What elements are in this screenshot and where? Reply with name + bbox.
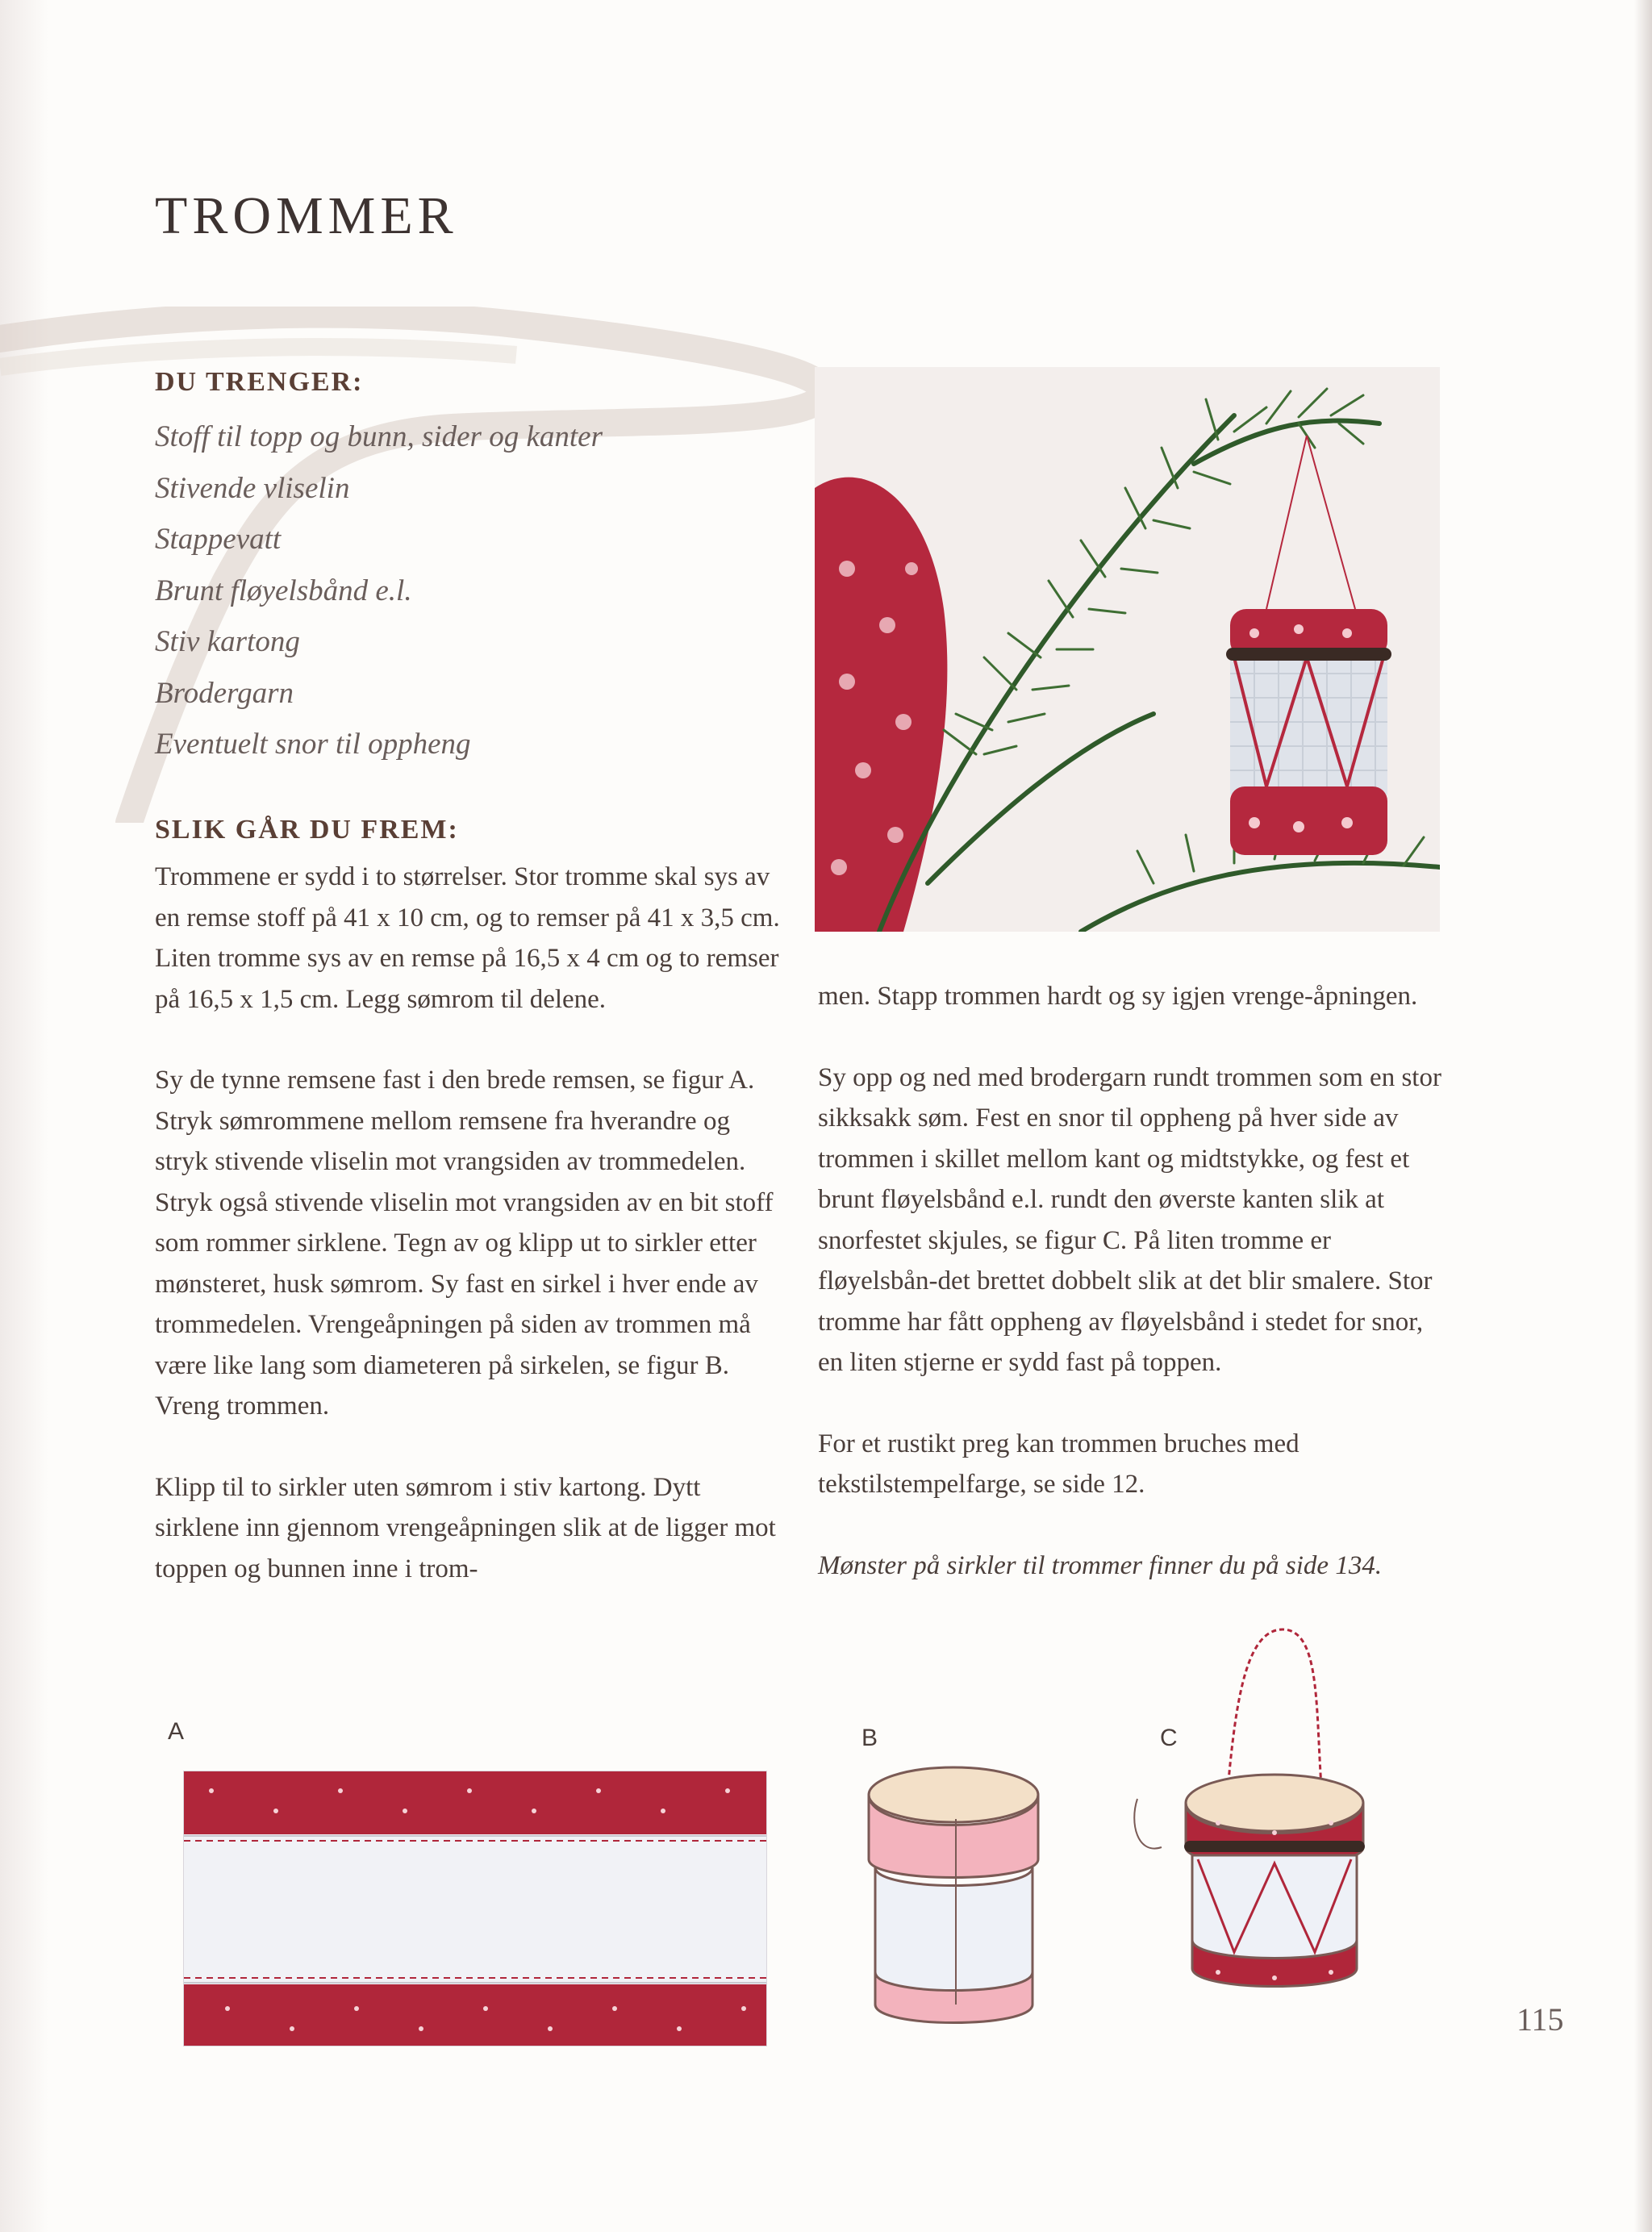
- material-item: Stappevatt: [155, 523, 282, 556]
- pattern-reference-note: Mønster på sirkler til trommer finner du på side 134.: [818, 1550, 1383, 1580]
- page-title: TROMMER: [155, 186, 458, 245]
- figure-b-drum-sewn: [855, 1763, 1053, 2033]
- page-edge: [1634, 0, 1652, 2232]
- figure-a-label: A: [168, 1718, 185, 1745]
- figure-a-fabric-strips: [179, 1767, 772, 2049]
- instruction-paragraph: men. Stapp trommen hardt og sy igjen vrenge-åpningen.: [818, 982, 1418, 1011]
- page-number: 115: [1516, 2001, 1564, 2038]
- figure-b-label: B: [861, 1725, 878, 1751]
- instructions-right-column: [818, 976, 1447, 1626]
- instructions-heading: SLIK GÅR DU FREM:: [155, 815, 459, 845]
- instruction-paragraph: Sy de tynne remsene fast i den brede remsen, se figur A. Stryk sømrommene mellom remsene fra hverandre og stryk stivende vliselin mot vrangsiden av trommedelen. Stryk også stivende vliselin mot vrangsiden av en bit stoff som rommer sirklene. Tegn av og klipp ut to sirkler etter mønsteret, husk sømrom. Sy fast en sirkel i hver ende av trommedelen. Vrengeåpningen på siden av trommen må være like lang som diameteren på sirkelen, se figur B. Vreng trommen.: [155, 1066, 774, 1421]
- material-item: Stoff til topp og bunn, sider og kanter: [155, 420, 603, 453]
- instructions-left-column: [155, 857, 784, 1629]
- materials-list: [155, 411, 603, 770]
- material-item: Stiv kartong: [155, 625, 300, 658]
- material-item: Stivende vliselin: [155, 471, 350, 505]
- materials-heading: DU TRENGER:: [155, 367, 364, 397]
- material-item: Brunt fløyelsbånd e.l.: [155, 574, 412, 607]
- instruction-paragraph: For et rustikt preg kan trommen bruches med tekstilstempelfarge, se side 12.: [818, 1429, 1299, 1499]
- instruction-paragraph: Trommene er sydd i to størrelser. Stor tromme skal sys av en remse stoff på 41 x 10 cm, og to remser på 41 x 3,5 cm. Liten tromme sys av en remse på 16,5 x 4 cm og to remser på 16,5 x 1,5 cm. Legg sømrom til delene.: [155, 862, 780, 1014]
- material-item: Brodergarn: [155, 676, 294, 710]
- drum-ornament-photo: [815, 367, 1440, 932]
- instruction-paragraph: Klipp til to sirkler uten sømrom i stiv kartong. Dytt sirklene inn gjennom vrengeåpningen slik at de ligger mot toppen og bunnen inne i trom-: [155, 1472, 776, 1583]
- figure-c-label: C: [1160, 1725, 1178, 1751]
- figure-c-drum-finished: [1121, 1621, 1395, 2005]
- instruction-paragraph: Sy opp og ned med brodergarn rundt trommen som en stor sikksakk søm. Fest en snor til oppheng på hver side av trommen i skillet mellom kant og midtstykke, og fest et brunt fløyelsbånd e.l. rundt den øverste kanten slik at snorfestet skjules, se figur C. På liten tromme er fløyelsbån-det brettet dobbelt slik at det blir smalere. Stor tromme har fått oppheng av fløyelsbånd i stedet for snor, en liten stjerne er sydd fast på toppen.: [818, 1062, 1441, 1377]
- material-item: Eventuelt snor til oppheng: [155, 728, 471, 761]
- photo-illustration: [815, 367, 1440, 932]
